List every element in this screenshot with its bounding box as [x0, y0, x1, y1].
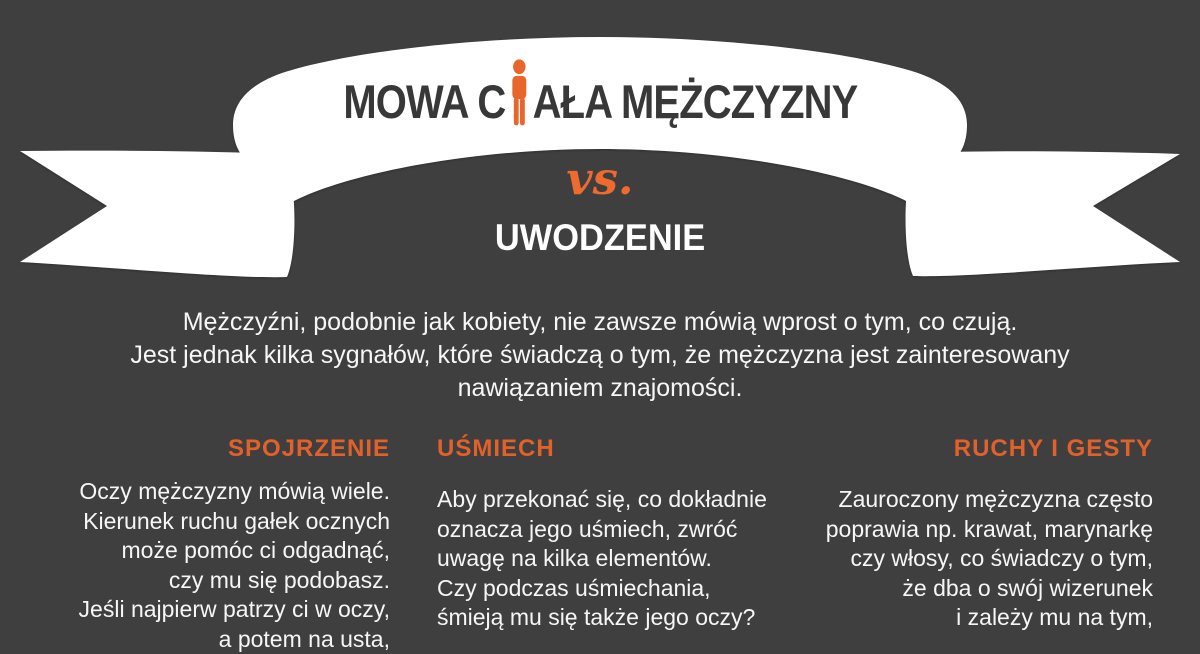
text-line: poprawia np. krawat, marynarkę [808, 515, 1153, 545]
text-line: czy włosy, co świadczy o tym, [808, 544, 1153, 574]
text-line: może pomóc ci odgadnąć, [50, 536, 390, 566]
person-icon [508, 59, 530, 128]
column-text-ruchy [808, 485, 1153, 633]
text-line: Oczy mężczyzny mówią wiele. [50, 477, 390, 507]
text-line: uwagę na kilka elementów. [437, 544, 767, 574]
column-usmiech [437, 436, 767, 633]
vs-label: vs. [0, 156, 1200, 201]
column-ruchy-i-gesty [808, 436, 1153, 633]
column-heading-ruchy: RUCHY I GESTY [808, 436, 1153, 462]
column-heading-usmiech: UŚMIECH [437, 436, 767, 462]
title-prefix: MOWA C [343, 78, 505, 125]
intro-line: Jest jednak kilka sygnałów, które świadczą o tym, że mężczyzna jest zainteresowany [30, 339, 1170, 372]
banner-subtitle [0, 219, 1200, 256]
text-line: i zależy mu na tym, [808, 603, 1153, 633]
text-line: oznacza jego uśmiech, zwróć [437, 515, 767, 545]
banner-title [0, 78, 1200, 128]
text-line: Jeśli najpierw patrzy ci w oczy, [50, 595, 390, 625]
subtitle-text: UWODZENIE [495, 219, 705, 256]
title-suffix: AŁA MĘŻCZYZNY [532, 78, 857, 125]
column-text-spojrzenie [50, 477, 390, 654]
text-line: śmieją mu się także jego oczy? [437, 603, 767, 633]
intro-line: Mężczyźni, podobnie jak kobiety, nie zawsze mówią wprost o tym, co czują. [30, 306, 1170, 339]
column-text-usmiech [437, 485, 767, 633]
text-line: że dba o swój wizerunek [808, 574, 1153, 604]
text-line: Aby przekonać się, co dokładnie [437, 485, 767, 515]
text-line: Kierunek ruchu gałek ocznych [50, 507, 390, 537]
column-heading-spojrzenie: SPOJRZENIE [50, 436, 390, 462]
intro-paragraph [30, 306, 1170, 405]
intro-line: nawiązaniem znajomości. [30, 372, 1170, 405]
text-line: czy mu się podobasz. [50, 566, 390, 596]
text-line-clipped: a potem na usta, [50, 625, 390, 654]
text-line: Zauroczony mężczyzna często [808, 485, 1153, 515]
text-line: Czy podczas uśmiechania, [437, 574, 767, 604]
column-spojrzenie [50, 436, 390, 654]
